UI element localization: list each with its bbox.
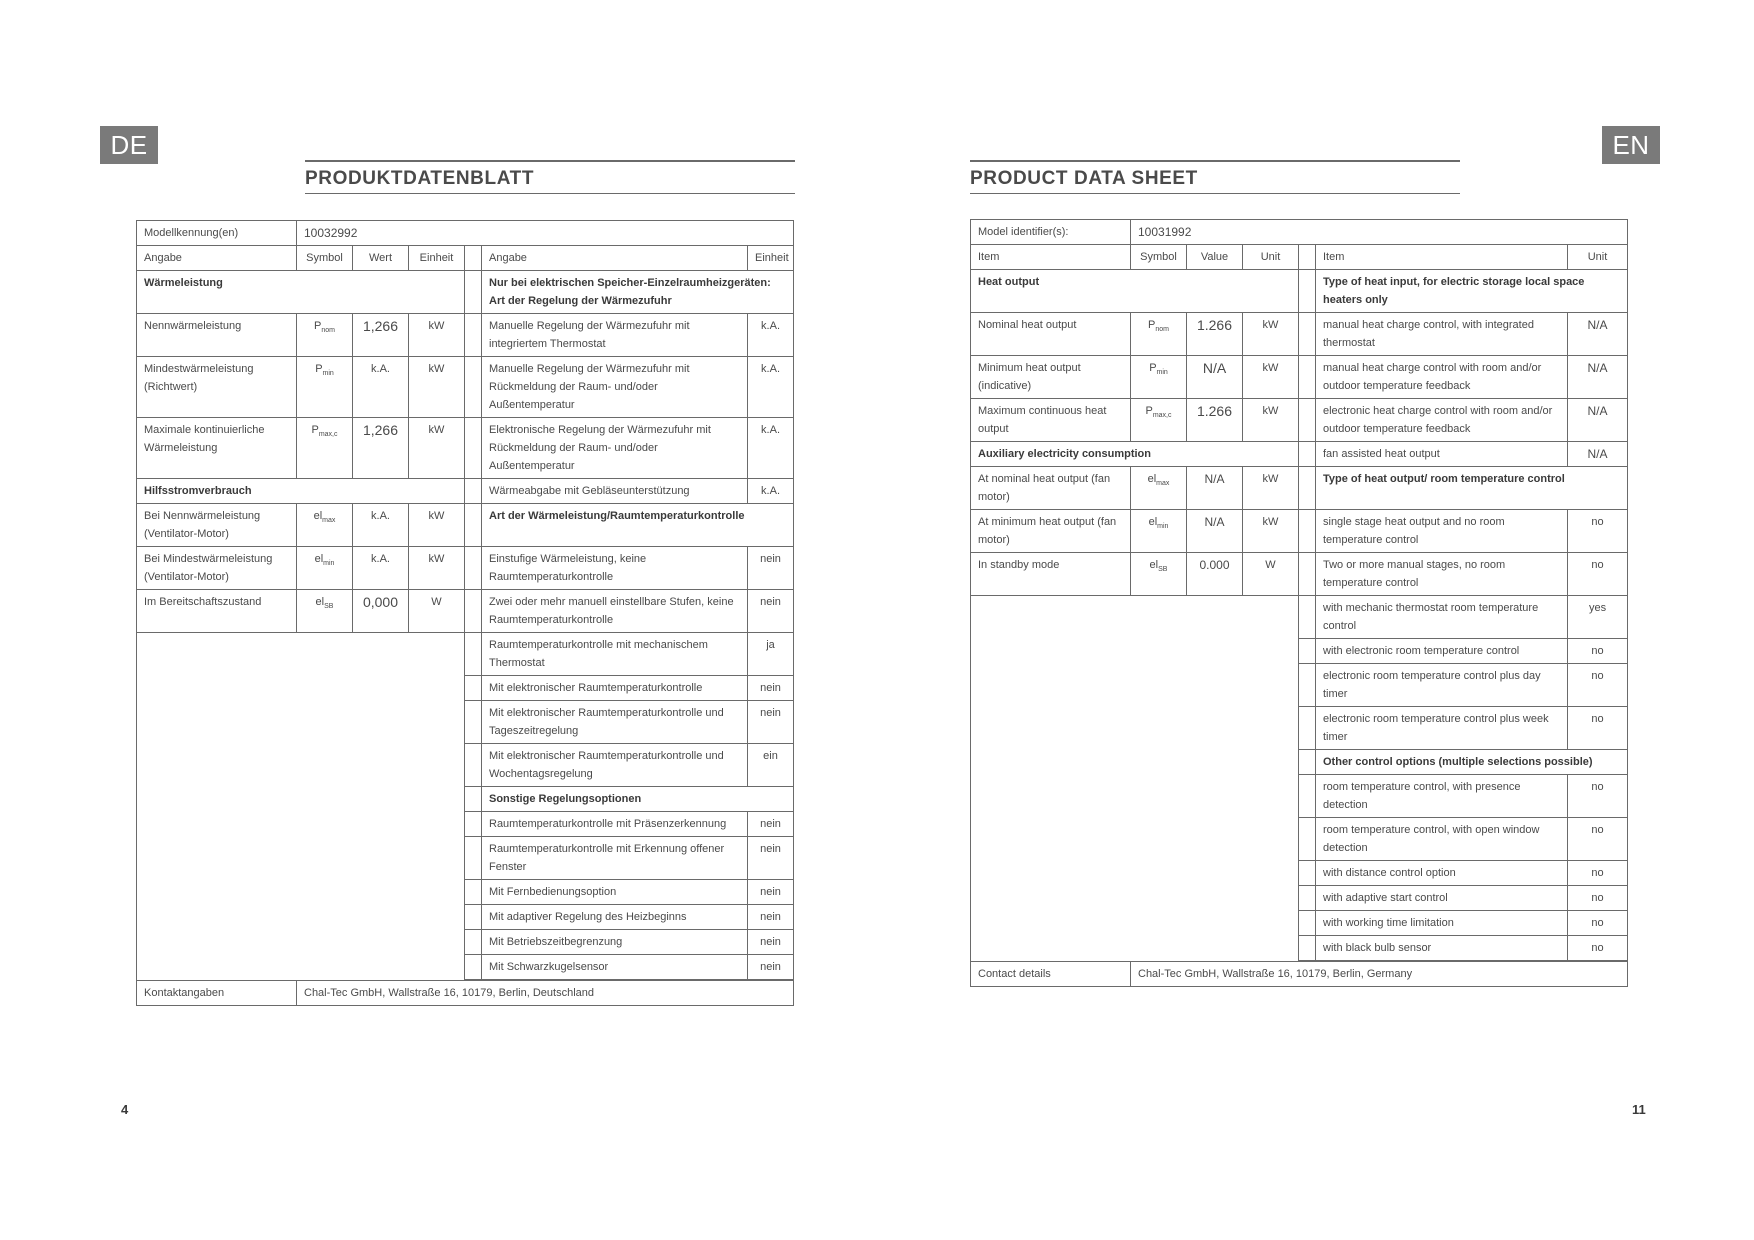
column-gap	[465, 504, 482, 547]
header-unit-2: Unit	[1568, 245, 1628, 270]
row-value: no	[1568, 639, 1628, 664]
row-value: k.A.	[353, 357, 409, 418]
table-row	[137, 590, 794, 633]
table-row	[137, 357, 794, 418]
row-label: with adaptive start control	[1316, 886, 1568, 911]
column-gap	[1299, 861, 1316, 886]
row-unit: kW	[1243, 510, 1299, 553]
row-value: ein	[748, 744, 794, 787]
row-value: k.A.	[353, 504, 409, 547]
column-gap	[465, 479, 482, 504]
model-value: 10031992	[1131, 220, 1628, 245]
column-gap	[1299, 775, 1316, 818]
row-symbol: $P_{nom}$	[1131, 313, 1187, 356]
page-title-en	[970, 160, 1460, 194]
storage-heading: Nur bei elektrischen Speicher-Einzelraumheizgeräten: Art der Regelung der Wärmezufuhr	[482, 271, 794, 314]
row-value: 1.266	[1187, 399, 1243, 442]
column-gap	[1299, 936, 1316, 961]
table-row	[971, 442, 1628, 467]
page-title-text: PRODUCT DATA SHEET	[970, 168, 1198, 189]
row-label: Raumtemperaturkontrolle mit mechanischem Thermostat	[482, 633, 748, 676]
column-gap	[465, 357, 482, 418]
row-value: N/A	[1568, 313, 1628, 356]
column-gap	[1299, 886, 1316, 911]
column-gap	[1299, 818, 1316, 861]
row-value: k.A.	[748, 418, 794, 479]
table-row	[137, 271, 794, 314]
column-gap	[465, 837, 482, 880]
row-value: k.A.	[748, 479, 794, 504]
column-gap	[1299, 270, 1316, 313]
row-label: Manuelle Regelung der Wärmezufuhr mit integriertem Thermostat	[482, 314, 748, 357]
row-value: nein	[748, 905, 794, 930]
row-label: Mit adaptiver Regelung des Heizbeginns	[482, 905, 748, 930]
row-unit: kW	[409, 418, 465, 479]
language-badge-de: DE	[100, 126, 158, 164]
row-label: Nennwärmeleistung	[137, 314, 297, 357]
column-gap	[1299, 399, 1316, 442]
row-symbol: $el_{min}$	[1131, 510, 1187, 553]
heat-output-heading: Heat output	[971, 270, 1299, 313]
row-unit: kW	[1243, 467, 1299, 510]
empty-area	[137, 633, 465, 981]
column-gap	[1299, 356, 1316, 399]
aux-heading: Hilfsstromverbrauch	[137, 479, 465, 504]
row-label: Minimum heat output (indicative)	[971, 356, 1131, 399]
row-label: Zwei oder mehr manuell einstellbare Stufen, keine Raumtemperaturkontrolle	[482, 590, 748, 633]
row-symbol: $el_{SB}$	[1131, 553, 1187, 596]
row-label: single stage heat output and no room temperature control	[1316, 510, 1568, 553]
row-label: Mit elektronischer Raumtemperaturkontrolle	[482, 676, 748, 701]
row-value: nein	[748, 955, 794, 980]
row-symbol: $el_{min}$	[297, 547, 353, 590]
row-symbol: $P_{min}$	[297, 357, 353, 418]
table-row	[137, 633, 794, 676]
page-number-de: 4	[121, 1102, 129, 1117]
column-gap	[465, 271, 482, 314]
column-gap	[465, 880, 482, 905]
column-gap	[465, 246, 482, 271]
column-gap	[465, 930, 482, 955]
storage-heading: Type of heat input, for electric storage local space heaters only	[1316, 270, 1628, 313]
row-label: with distance control option	[1316, 861, 1568, 886]
row-value: 1.266	[1187, 313, 1243, 356]
header-item: Item	[971, 245, 1131, 270]
control-heading: Art der Wärmeleistung/Raumtemperaturkontrolle	[482, 504, 794, 547]
header-row	[137, 246, 794, 271]
row-label: Mit Betriebszeitbegrenzung	[482, 930, 748, 955]
table-row	[137, 418, 794, 479]
row-unit: kW	[1243, 356, 1299, 399]
row-unit: kW	[409, 314, 465, 357]
model-label: Modellkennung(en)	[137, 221, 297, 246]
row-value: N/A	[1187, 510, 1243, 553]
contact-value: Chal-Tec GmbH, Wallstraße 16, 10179, Berlin, Germany	[1131, 962, 1628, 987]
row-value: no	[1568, 664, 1628, 707]
column-gap	[465, 787, 482, 812]
row-symbol: $el_{SB}$	[297, 590, 353, 633]
row-label: In standby mode	[971, 553, 1131, 596]
row-label: Im Bereitschaftszustand	[137, 590, 297, 633]
row-label: room temperature control, with presence detection	[1316, 775, 1568, 818]
table-row	[971, 553, 1628, 596]
row-label: with electronic room temperature control	[1316, 639, 1568, 664]
table-row	[971, 399, 1628, 442]
row-value: nein	[748, 837, 794, 880]
header-symbol: Symbol	[1131, 245, 1187, 270]
row-value: k.A.	[353, 547, 409, 590]
row-label: Wärmeabgabe mit Gebläseunterstützung	[482, 479, 748, 504]
row-label: Mit elektronischer Raumtemperaturkontrolle und Tageszeitregelung	[482, 701, 748, 744]
row-value: no	[1568, 886, 1628, 911]
row-value: no	[1568, 775, 1628, 818]
row-label: electronic room temperature control plus week timer	[1316, 707, 1568, 750]
row-label: Mit Schwarzkugelsensor	[482, 955, 748, 980]
product-data-table-de	[136, 220, 794, 1006]
row-value: 0.000	[1187, 553, 1243, 596]
row-symbol: $el_{max}$	[297, 504, 353, 547]
row-value: no	[1568, 510, 1628, 553]
row-value: nein	[748, 701, 794, 744]
row-label: fan assisted heat output	[1316, 442, 1568, 467]
column-gap	[1299, 596, 1316, 639]
row-label: electronic heat charge control with room and/or outdoor temperature feedback	[1316, 399, 1568, 442]
row-value: 1,266	[353, 418, 409, 479]
row-value: N/A	[1568, 442, 1628, 467]
empty-area	[971, 596, 1299, 962]
column-gap	[1299, 510, 1316, 553]
row-unit: W	[409, 590, 465, 633]
row-label: with black bulb sensor	[1316, 936, 1568, 961]
row-value: yes	[1568, 596, 1628, 639]
row-value: N/A	[1187, 467, 1243, 510]
model-value: 10032992	[297, 221, 794, 246]
contact-row	[971, 962, 1628, 987]
row-label: Einstufige Wärmeleistung, keine Raumtemperaturkontrolle	[482, 547, 748, 590]
column-gap	[465, 314, 482, 357]
row-label: Raumtemperaturkontrolle mit Präsenzerkennung	[482, 812, 748, 837]
row-label: room temperature control, with open window detection	[1316, 818, 1568, 861]
language-badge-en: EN	[1602, 126, 1660, 164]
row-unit: kW	[409, 504, 465, 547]
column-gap	[465, 633, 482, 676]
row-label: Maximum continuous heat output	[971, 399, 1131, 442]
column-gap	[1299, 750, 1316, 775]
column-gap	[1299, 664, 1316, 707]
column-gap	[1299, 553, 1316, 596]
header-unit: Einheit	[409, 246, 465, 271]
column-gap	[465, 418, 482, 479]
row-label: Bei Nennwärmeleistung (Ventilator-Motor)	[137, 504, 297, 547]
page-title-text: PRODUKTDATENBLATT	[305, 168, 535, 189]
column-gap	[465, 701, 482, 744]
column-gap	[1299, 911, 1316, 936]
row-value: nein	[748, 930, 794, 955]
row-symbol: $el_{max}$	[1131, 467, 1187, 510]
row-label: Mit elektronischer Raumtemperaturkontrolle und Wochentagsregelung	[482, 744, 748, 787]
row-symbol: $P_{nom}$	[297, 314, 353, 357]
table-row	[971, 270, 1628, 313]
row-value: N/A	[1187, 356, 1243, 399]
column-gap	[1299, 639, 1316, 664]
row-label: Nominal heat output	[971, 313, 1131, 356]
column-gap	[1299, 245, 1316, 270]
header-unit: Unit	[1243, 245, 1299, 270]
column-gap	[1299, 313, 1316, 356]
model-row	[137, 221, 794, 246]
row-value: k.A.	[748, 314, 794, 357]
row-unit: kW	[409, 357, 465, 418]
row-value: 1,266	[353, 314, 409, 357]
row-label: Raumtemperaturkontrolle mit Erkennung offener Fenster	[482, 837, 748, 880]
column-gap	[1299, 707, 1316, 750]
row-label: Mindestwärmeleistung (Richtwert)	[137, 357, 297, 418]
header-item: Angabe	[137, 246, 297, 271]
column-gap	[465, 676, 482, 701]
column-gap	[465, 744, 482, 787]
heat-output-heading: Wärmeleistung	[137, 271, 465, 314]
row-label: Two or more manual stages, no room temperature control	[1316, 553, 1568, 596]
table-row	[137, 504, 794, 547]
row-unit: W	[1243, 553, 1299, 596]
contact-value: Chal-Tec GmbH, Wallstraße 16, 10179, Berlin, Deutschland	[297, 981, 794, 1006]
column-gap	[465, 905, 482, 930]
row-label: with mechanic thermostat room temperature control	[1316, 596, 1568, 639]
row-value: no	[1568, 936, 1628, 961]
row-label: Elektronische Regelung der Wärmezufuhr mit Rückmeldung der Raum- und/oder Außentemperatur	[482, 418, 748, 479]
column-gap	[465, 590, 482, 633]
row-label: Mit Fernbedienungsoption	[482, 880, 748, 905]
product-data-table-en	[970, 219, 1628, 987]
other-heading: Sonstige Regelungsoptionen	[482, 787, 794, 812]
row-unit: kW	[1243, 313, 1299, 356]
column-gap	[465, 547, 482, 590]
contact-row	[137, 981, 794, 1006]
table-row	[971, 467, 1628, 510]
column-gap	[1299, 442, 1316, 467]
row-value: N/A	[1568, 356, 1628, 399]
row-symbol: $P_{max,c}$	[1131, 399, 1187, 442]
row-unit: kW	[1243, 399, 1299, 442]
header-item-2: Angabe	[482, 246, 748, 271]
row-value: nein	[748, 880, 794, 905]
header-item-2: Item	[1316, 245, 1568, 270]
contact-label: Kontaktangaben	[137, 981, 297, 1006]
header-value: Wert	[353, 246, 409, 271]
row-label: manual heat charge control, with integrated thermostat	[1316, 313, 1568, 356]
model-label: Model identifier(s):	[971, 220, 1131, 245]
row-label: Maximale kontinuierliche Wärmeleistung	[137, 418, 297, 479]
row-value: nein	[748, 590, 794, 633]
row-symbol: $P_{max,c}$	[297, 418, 353, 479]
header-unit-2: Einheit	[748, 246, 794, 271]
aux-heading: Auxiliary electricity consumption	[971, 442, 1299, 467]
row-symbol: $P_{min}$	[1131, 356, 1187, 399]
row-value: N/A	[1568, 399, 1628, 442]
row-unit: kW	[409, 547, 465, 590]
page-number-en: 11	[1632, 1102, 1646, 1117]
contact-label: Contact details	[971, 962, 1131, 987]
model-row	[971, 220, 1628, 245]
header-value: Value	[1187, 245, 1243, 270]
row-value: nein	[748, 547, 794, 590]
row-value: no	[1568, 911, 1628, 936]
other-heading: Other control options (multiple selections possible)	[1316, 750, 1628, 775]
row-value: ja	[748, 633, 794, 676]
row-label: electronic room temperature control plus day timer	[1316, 664, 1568, 707]
column-gap	[465, 955, 482, 980]
table-row	[971, 510, 1628, 553]
row-value: nein	[748, 812, 794, 837]
table-row	[137, 547, 794, 590]
row-label: At minimum heat output (fan motor)	[971, 510, 1131, 553]
row-value: k.A.	[748, 357, 794, 418]
table-row	[137, 314, 794, 357]
row-label: manual heat charge control with room and/or outdoor temperature feedback	[1316, 356, 1568, 399]
row-value: no	[1568, 707, 1628, 750]
table-row	[971, 356, 1628, 399]
row-label: At nominal heat output (fan motor)	[971, 467, 1131, 510]
row-value: 0,000	[353, 590, 409, 633]
row-value: no	[1568, 553, 1628, 596]
row-value: no	[1568, 861, 1628, 886]
row-value: nein	[748, 676, 794, 701]
header-symbol: Symbol	[297, 246, 353, 271]
control-heading: Type of heat output/ room temperature control	[1316, 467, 1628, 510]
table-row	[137, 479, 794, 504]
row-label: with working time limitation	[1316, 911, 1568, 936]
row-label: Manuelle Regelung der Wärmezufuhr mit Rückmeldung der Raum- und/oder Außentemperatur	[482, 357, 748, 418]
header-row	[971, 245, 1628, 270]
table-row	[971, 596, 1628, 639]
page-title-de	[305, 160, 795, 194]
column-gap	[1299, 467, 1316, 510]
row-label: Bei Mindestwärmeleistung (Ventilator-Motor)	[137, 547, 297, 590]
table-row	[971, 313, 1628, 356]
row-value: no	[1568, 818, 1628, 861]
column-gap	[465, 812, 482, 837]
